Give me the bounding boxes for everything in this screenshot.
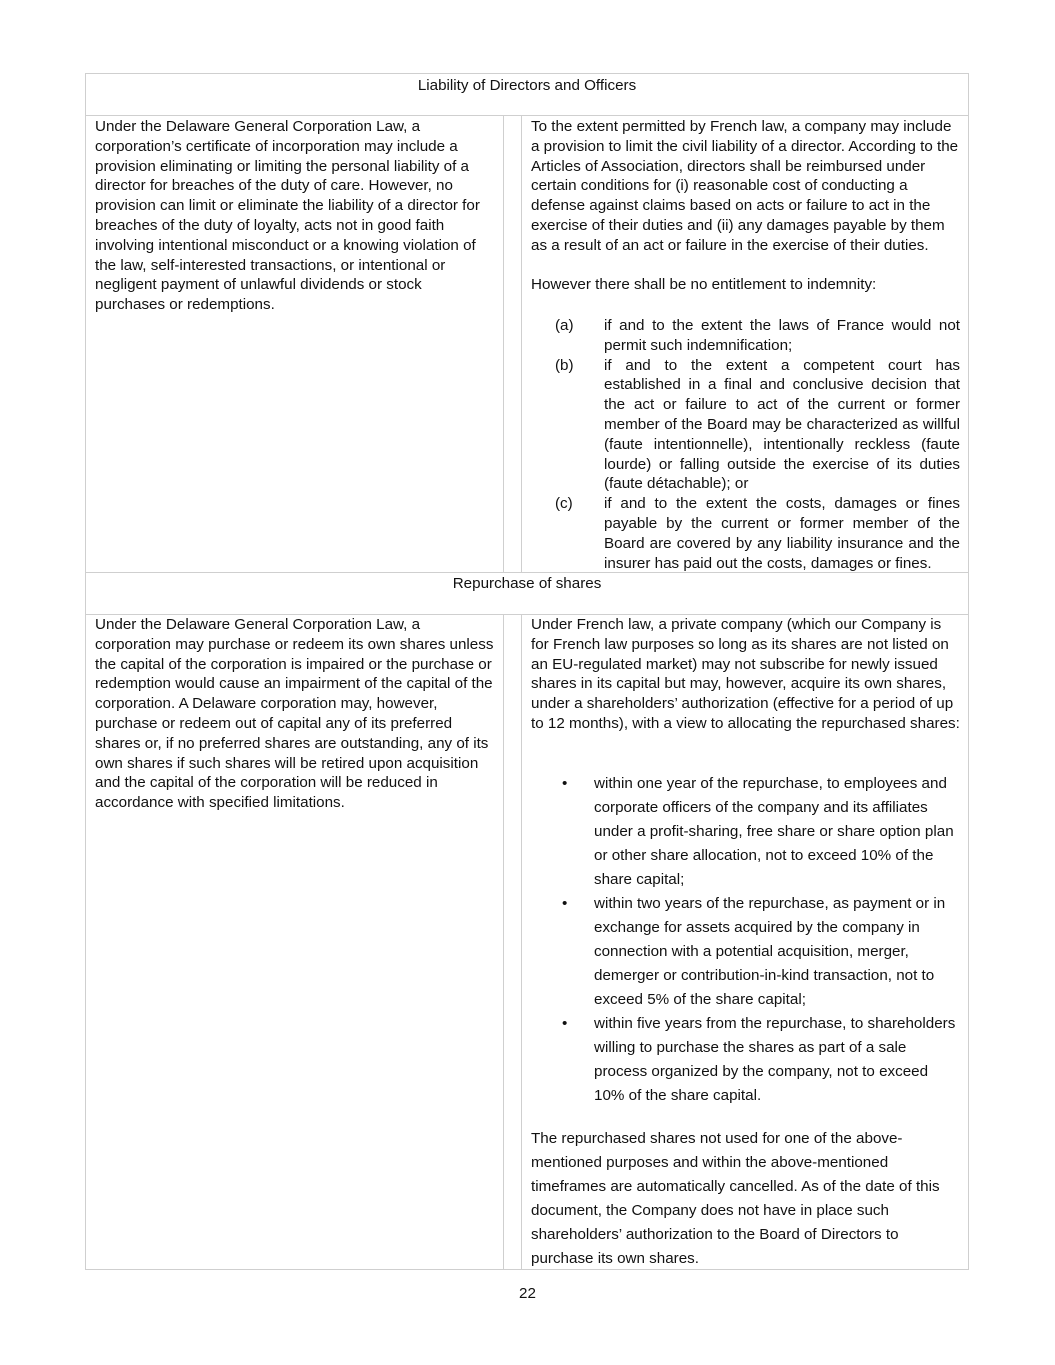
bullet-text: within five years from the repurchase, to shareholders willing to purchase the shares as part of a sale process organized by the company, not to exceed 10% of the share capital. (594, 1015, 956, 1104)
paragraph: Under French law, a private company (which our Company is for French law purposes so long as its shares are not listed on an EU-regulated market) may not subscribe for newly issued shares in its capital but may, however, acquire its own shares, under a shareholders’ authorization (effective for a period of up to 12 months), with a view to allocating the repurchased shares: (531, 616, 960, 732)
paragraph: However there shall be no entitlement to indemnity: (531, 276, 877, 294)
paragraph: To the extent permitted by French law, a company may include a provision to limit the civil liability of a director. According to the Articles of Association, directors shall be reimbursed under certain conditions for (i) reasonable cost of conducting a defense against claims based on acts or failure to act in the exercise of their duties and (ii) any damages payable by them as a result of an act or failure in the exercise of their duties. (531, 118, 959, 254)
list-text: if and to the extent the costs, damages or fines payable by the current or former member of the Board are covered by any liability insurance and the insurer has paid out the costs, damages or fines. (604, 495, 960, 572)
bullet-item (562, 892, 962, 1012)
delaware-repurchase-text (95, 615, 500, 813)
bullet-text: within one year of the repurchase, to employees and corporate officers of the company and its affiliates under a profit-sharing, free share or share option plan or other share allocation, not to exceed 10% of the share capital; (594, 775, 954, 888)
bullet-icon: • (562, 1015, 568, 1032)
repurchase-purpose-list (562, 772, 962, 1108)
bullet-icon: • (562, 895, 568, 912)
bullet-icon: • (562, 775, 568, 792)
paragraph: Under the Delaware General Corporation Law, a corporation may purchase or redeem its own shares unless the capital of the corporation is impaired or the purchase or redemption would cause an impairment of the capital of the corporation. A Delaware corporation may, however, purchase or redeem out of capital any of its preferred shares or, if no preferred shares are outstanding, any of its own shares if such shares will be retired upon acquisition and the capital of the corporation will be reduced in accordance with specified limitations. (95, 616, 494, 812)
french-repurchase-text (531, 615, 961, 734)
list-label: (a) (555, 317, 574, 334)
column-divider (503, 115, 504, 572)
page-number: 22 (519, 1285, 536, 1302)
list-item (555, 494, 960, 573)
row-divider (86, 115, 968, 116)
list-label: (c) (555, 495, 573, 513)
bullet-text: within two years of the repurchase, as payment or in exchange for assets acquired by the company in connection with a potential acquisition, merger, demerger or contribution-in-kind transaction, not to exceed 5% of the share capital; (594, 895, 946, 1008)
bullet-item (562, 1012, 962, 1108)
list-item (555, 356, 960, 495)
french-liability-text (531, 117, 961, 295)
column-divider (521, 115, 522, 572)
list-item (555, 316, 960, 356)
paragraph: Under the Delaware General Corporation Law, a corporation’s certificate of incorporation may include a provision eliminating or limiting the personal liability of a director for breaches of the duty of care. However, no provision can limit or eliminate the liability of a director for breaches of the duty of loyalty, acts not in good faith involving intentional misconduct or a knowing violation of the law, self-interested transactions, or intentional or negligent payment of unlawful dividends or stock purchases or redemptions. (95, 118, 480, 314)
column-divider (521, 614, 522, 1270)
section-heading-repurchase: Repurchase of shares (452, 575, 602, 592)
list-text: if and to the extent the laws of France would not permit such indemnification; (604, 317, 960, 354)
repurchase-closing-text: The repurchased shares not used for one of the above-mentioned purposes and within the above-mentioned timeframes are automatically cancelled. As of the date of this document, the Company does not have in place such shareholders’ authorization to the Board of Directors to purchase its own shares. (531, 1130, 940, 1267)
list-text: if and to the extent a competent court has established in a final and conclusive decision that the act or failure to act of the current or former member of the Board may be characterized as willful (faute intentionnelle), intentionally reckless (faute lourde) or falling outside the exercise of its duties (faute détachable); or (604, 356, 960, 493)
bullet-item (562, 772, 962, 892)
column-divider (503, 614, 504, 1270)
indemnity-exclusion-list (555, 316, 960, 573)
delaware-liability-text (95, 117, 490, 315)
section-heading-liability: Liability of Directors and Officers (417, 77, 637, 94)
comparison-table (85, 73, 969, 1270)
list-label: (b) (555, 356, 574, 374)
